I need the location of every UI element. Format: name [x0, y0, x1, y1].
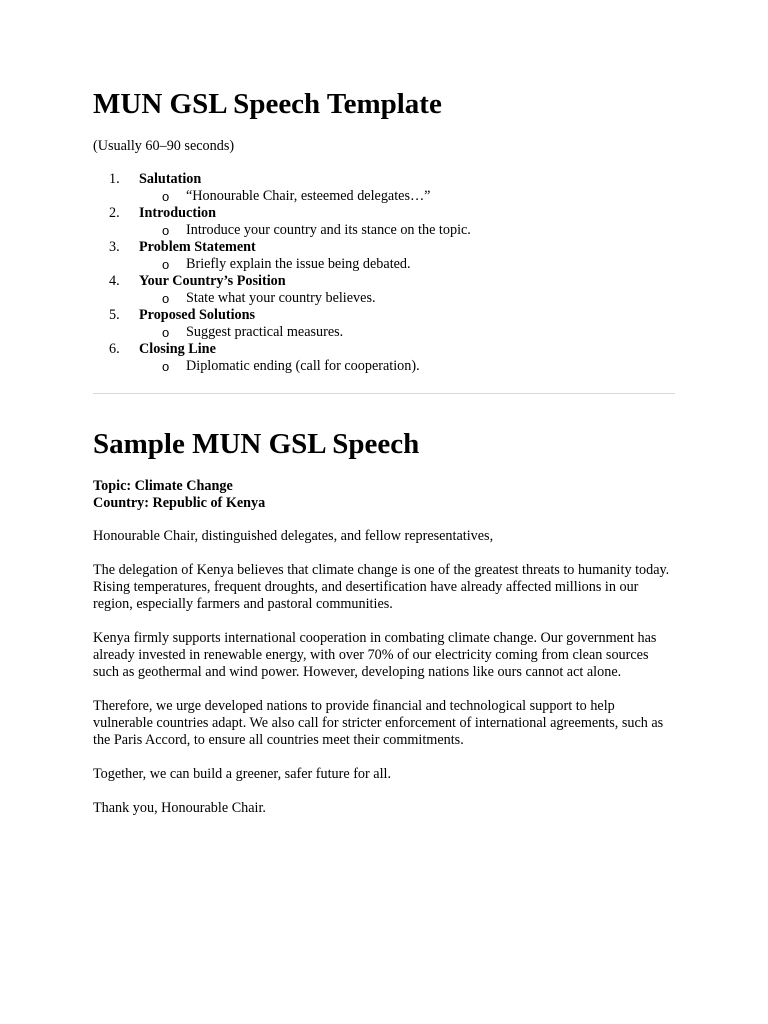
list-item — [93, 341, 675, 375]
list-item — [93, 171, 675, 205]
section-divider — [93, 393, 675, 394]
speech-paragraph: Honourable Chair, distinguished delegates, and fellow representatives, — [93, 528, 494, 544]
step-number: 6. — [109, 341, 120, 357]
hollow-bullet-icon: o — [162, 223, 170, 238]
list-item — [93, 239, 675, 273]
step-number: 5. — [109, 307, 120, 323]
step-number: 2. — [109, 205, 120, 221]
step-detail: Diplomatic ending (call for cooperation). — [186, 358, 420, 374]
step-number: 1. — [109, 171, 120, 187]
step-number: 3. — [109, 239, 120, 255]
list-item — [93, 205, 675, 239]
step-detail: State what your country believes. — [186, 290, 376, 306]
step-title: Closing Line — [139, 341, 216, 357]
step-detail: Introduce your country and its stance on the topic. — [186, 222, 471, 238]
speech-paragraph: The delegation of Kenya believes that climate change is one of the greatest threats to humanity today. Rising temperatures, frequent droughts, and desertification have already affected millions in our region, especially farmers and pastoral communities. — [93, 562, 670, 612]
step-title: Proposed Solutions — [139, 307, 256, 323]
speech-paragraph: Thank you, Honourable Chair. — [93, 800, 266, 816]
hollow-bullet-icon: o — [162, 257, 170, 272]
hollow-bullet-icon: o — [162, 291, 170, 306]
step-detail: Briefly explain the issue being debated. — [186, 256, 411, 272]
step-title: Introduction — [139, 205, 216, 221]
step-title: Your Country’s Position — [139, 273, 286, 289]
hollow-bullet-icon: o — [162, 359, 170, 374]
template-subtitle: (Usually 60–90 seconds) — [93, 138, 235, 154]
speech-paragraph: Together, we can build a greener, safer future for all. — [93, 766, 392, 782]
list-item — [93, 273, 675, 307]
speech-paragraph: Therefore, we urge developed nations to provide financial and technological support to help vulnerable countries adapt. We also call for stricter enforcement of international agreements, such as the Paris Accord, to ensure all countries meet their commitments. — [93, 698, 664, 748]
speech-meta — [93, 478, 675, 512]
sample-title: Sample MUN GSL Speech — [93, 428, 420, 460]
hollow-bullet-icon: o — [162, 189, 170, 204]
step-detail: Suggest practical measures. — [186, 324, 344, 340]
template-steps-list — [93, 171, 675, 375]
step-title: Salutation — [139, 171, 202, 187]
speech-paragraph: Kenya firmly supports international cooperation in combating climate change. Our government has already invested in renewable energy, with over 70% of our electricity coming from clean sources such as geothermal and wind power. However, developing nations like ours cannot act alone. — [93, 630, 657, 680]
speech-body — [93, 528, 675, 834]
step-title: Problem Statement — [139, 239, 256, 255]
list-item — [93, 307, 675, 341]
speech-country: Country: Republic of Kenya — [93, 495, 266, 511]
step-detail: “Honourable Chair, esteemed delegates…” — [186, 188, 431, 204]
speech-topic: Topic: Climate Change — [93, 478, 233, 494]
step-number: 4. — [109, 273, 120, 289]
hollow-bullet-icon: o — [162, 325, 170, 340]
template-title: MUN GSL Speech Template — [93, 88, 442, 120]
